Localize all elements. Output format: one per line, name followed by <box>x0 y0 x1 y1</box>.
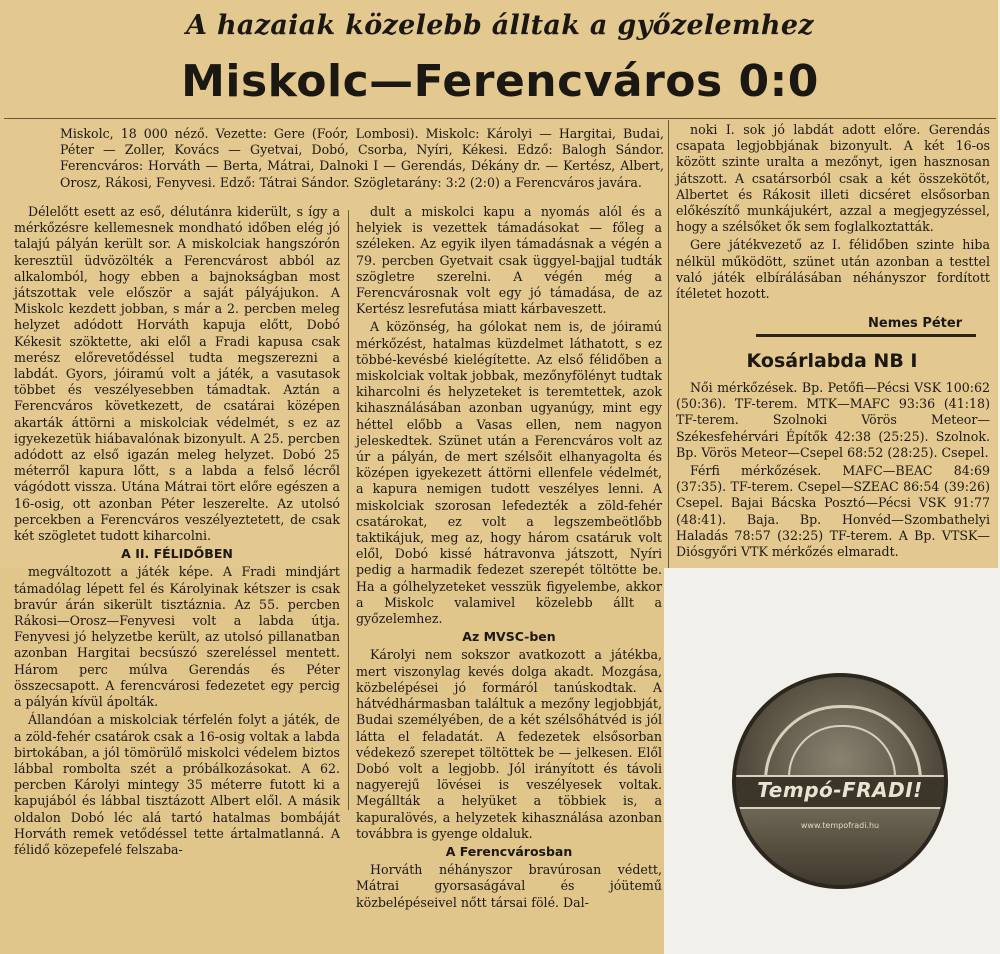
paragraph: A közönség, ha gólokat nem is, de jóiramú mérkőzést, hatalmas küzdelmet láthatott, s ez többé-kevésbé kielégítette. Az első félidőben a miskolciak voltak jobbak, mezőnyfölényt tudtak kiharcolni és helyzeteket is teremtettek, azok kihasználásában azonban ugyanúgy, mint egy héttel előbb a Vasas ellen, nem nagyon jeleskedtek. Szünet után a Ferencváros volt az úr a pályán, de mert szélsőit elhanyagolta és középen igyekezett áttörni ellenfele védelmét, a kapura nemigen tudott veszélyes lenni. A miskolciak szorosan lefedezték a zöld-fehér csatárokat, ez volt a legszembeötlőbb taktikájuk, meg az, hogy három csatáruk volt elől, Dobó kissé hátravonva játszott, Nyíri pedig a harmadik fedezet szerepét töltötte be. Ha a gólhelyzeteket vesszük figyelembe, akkor a Miskolc valamivel közelebb állt a győzelemhez. <box>356 319 662 627</box>
paragraph: Női mérkőzések. Bp. Petőfi—Pécsi VSK 100:62 (50:36). TF-terem. MTK—MAFC 93:36 (41:18) TF-terem. Szolnoki Vörös Meteor—Székesfehérvári Építők 42:38 (25:25). Szolnok. Bp. Vörös Meteor—Csepel 68:52 (28:25). Csepel. <box>676 380 990 460</box>
paragraph: Károlyi nem sokszor avatkozott a játékba, mert viszonylag kevés dolga akadt. Mozgása, közbelépései jó formáról tanúskodtak. A hátvédhármasban találtuk a mezőny legjobbját, Budai személyében, de a két szélsőhátvéd is jól látta el feladatát. A fedezetek elsősorban védekező szerepet töltöttek be — jelkesen. Elől Dobó volt a legjobb. Jól irányított és távoli nagyerejű lövései is veszélyesek voltak. Megállták a helyüket a többiek is, a kapuralövés, a helyzetek kihasználása azonban továbbra is gyenge oldaluk. <box>356 647 662 841</box>
section-divider <box>756 334 976 337</box>
author-signature: Nemes Péter <box>868 316 963 331</box>
paragraph: dult a miskolci kapu a nyomás alól és a helyiek is vezettek támadásokat — főleg a széleken. Az egyik ilyen támadásnak a végén a 79. percben Gyetvait csak üggyel-bajjal tudták szögletre szerelni. A végén még a Ferencvárosnak volt egy jó támadása, de az Kertész lesrefutása miatt kárbaveszett. <box>356 204 662 317</box>
basketball-results <box>676 380 990 562</box>
column-divider-left <box>348 210 349 810</box>
paragraph: noki I. sok jó labdát adott előre. Gerendás csapata legjobbjának bizonyult. A két 16-os között szinte uralta a mezőnyt, igen hasznosan játszott. A csatársorból csak a két összekötőt, Albertet és Rákosit illeti dicséret elsősorban előkészítő munkájukért, azzal a megjegyzéssel, hogy a szélsőket ők sem foglalkoztatták. <box>676 122 990 235</box>
tempo-fradi-logo <box>732 673 948 889</box>
article-column-2 <box>356 204 662 913</box>
column-divider-right <box>668 120 669 568</box>
paragraph: Délelőtt esett az eső, délutánra kiderült, s így a mérkőzésre kellemesnek mondható időben elég jó talajú pályán került sor. A miskolciak hangszórón keresztül üdvözölték a Ferencvárost abból az alkalomból, hogy ebben a bajnokságban most játszottak vele először a saját pályájukon. A Miskolc kezdett jobban, s már a 2. percben meleg helyzet adódott Horváth kapuja előtt, Dobó Kékesit szöktette, aki elől a Fradi kapusa csak merész előrevetődéssel tudta megszerezni a labdát. Gyors, jóiramú volt a játék, a vasutasok többet és veszélyesebben támadtak. Aztán a Ferencváros következett, de csatárai középen akarták áttörni a miskolciak védelmét, s ez az igyekezetük hiábavalónak bizonyult. A 25. percben adódott az első igazán meleg helyzet. Dobó 25 méterről kapura lőtt, s a labda a felső lécről vágódott vissza. Utána Mátrai tört előre egészen a 16-osig, ott azonban Péter leszerelte. Az utolsó percekben a Ferencváros veszélyeztetett, de csak két szögletet tudott kiharcolni. <box>14 204 340 544</box>
lineup-text: Miskolc, 18 000 néző. Vezette: Gere (Foór, Lombosi). Miskolc: Károlyi — Hargitai, Budai, Péter — Zoller, Kovács — Gyetvai, Dobó, Csorba, Nyíri, Kékesi. Edző: Balogh Sándor. Ferencváros: Horváth — Berta, Mátrai, Dalnoki I — Gerendás, Dékány dr. — Kertész, Albert, Orosz, Rákosi, Fenyvesi. Edző: Tátrai Sándor. Szögletarány: 3:2 (2:0) a Ferencváros javára. <box>60 126 664 190</box>
paragraph: Gere játékvezető az I. félidőben szinte hiba nélkül működött, szünet után azonban a testtel való játék elbírálásában néhányszor fordított ítéletet hozott. <box>676 237 990 302</box>
headline-kicker: A hazaiak közelebb álltak a győzelemhez <box>186 10 814 41</box>
logo-name: Tempó-FRADI! <box>757 778 923 802</box>
subheading: A Ferencvárosban <box>445 843 573 859</box>
subheading: A II. FÉLIDŐBEN <box>121 546 233 562</box>
headline-title: Miskolc—Ferencváros 0:0 <box>181 56 819 107</box>
paragraph: Horváth néhányszor bravúrosan védett, Mátrai gyorsaságával és jóütemű közbelépéseivel nőtt társai fölé. Dal- <box>356 862 662 910</box>
logo-url: www.tempofradi.hu <box>800 821 880 830</box>
article-column-3 <box>676 122 990 304</box>
basketball-title: Kosárlabda NB I <box>746 350 918 372</box>
divider-top <box>4 118 996 119</box>
paragraph: Állandóan a miskolciak térfelén folyt a játék, de a zöld-fehér csatárok csak a 16-osig voltak a labda birtokában, a jól tömörülő miskolci védelem biztos lábbal rombolta szét a próbálkozásokat. A 62. percben Károlyi mintegy 35 méterre futott ki a kapujából és lábbal tisztázott Albert elől. A másik oldalon Dobó léc alá tartó hatalmas bombáját Horváth remek vetődéssel tette ártalmatlanná. A félidő közepefelé felszaba- <box>14 712 340 857</box>
subheading: Az MVSC-ben <box>462 629 556 645</box>
article-column-1 <box>14 204 340 860</box>
paragraph: megváltozott a játék képe. A Fradi mindjárt támadólag lépett fel és Károlyinak kétszer is csak bravúr árán sikerült tisztáznia. Az 55. percben Rákosi—Orosz—Fenyvesi volt a labda útja. Fenyvesi jó helyzetbe került, az utolsó pillanatban azonban Hargitai becsúszó szereléssel mentett. Három perc múlva Gerendás és Péter összecsapott. A ferencvárosi fedezetet egy percig a pályán kívül ápolták. <box>14 564 340 710</box>
paragraph: Férfi mérkőzések. MAFC—BEAC 84:69 (37:35). TF-terem. Csepel—SZEAC 86:54 (39:26) Csepel. Bajai Bácska Posztó—Pécsi VSK 91:77 (48:41). Baja. Bp. Honvéd—Szombathelyi Haladás 78:57 (32:25) TF-terem. A Bp. VTSK—Diósgyőri VTK mérkőzés elmaradt. <box>676 463 990 560</box>
